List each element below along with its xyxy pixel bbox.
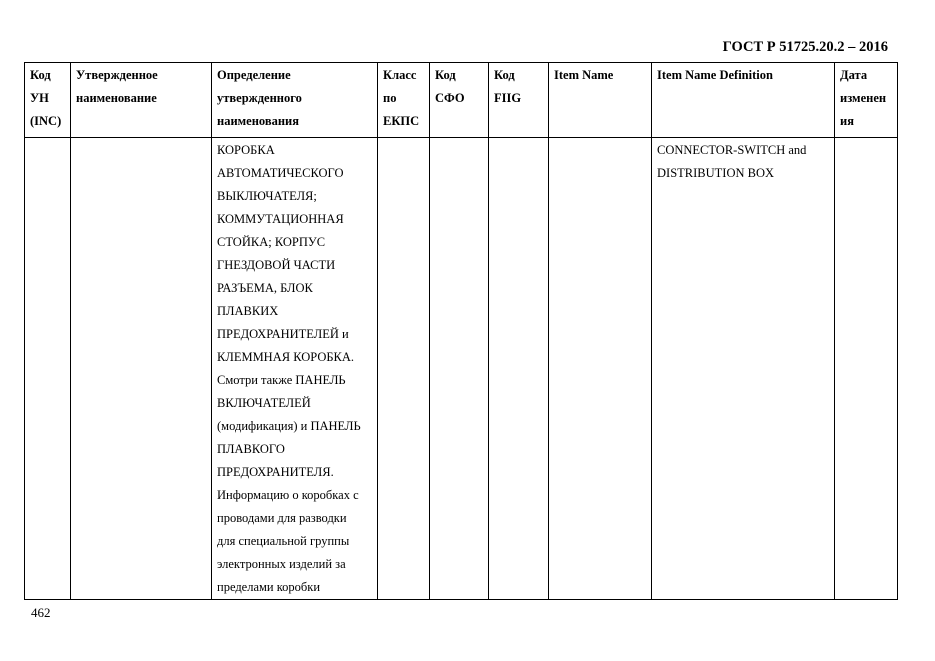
definition-line: АВТОМАТИЧЕСКОГО [217, 166, 344, 180]
header-line: Дата [840, 68, 868, 82]
cell-item-name-definition [652, 138, 835, 600]
header-line: Код [494, 68, 515, 82]
header-line: Item Name [554, 68, 614, 82]
definition-line: КОММУТАЦИОННАЯ [217, 212, 344, 226]
col-header-change-date [835, 63, 898, 138]
cell-inc [25, 138, 71, 600]
header-line: УН [30, 91, 49, 105]
cell-item-name [549, 138, 652, 600]
definition-line: (модификация) и ПАНЕЛЬ [217, 419, 361, 433]
header-line: Код [30, 68, 51, 82]
page-number: 462 [31, 605, 51, 620]
header-line: ЕКПС [383, 114, 420, 128]
header-line: изменен [840, 91, 887, 105]
col-header-item-name-definition [652, 63, 835, 138]
standard-designation: ГОСТ Р 51725.20.2 – 2016 [722, 39, 888, 55]
col-header-inc [25, 63, 71, 138]
definition-line: ГНЕЗДОВОЙ ЧАСТИ [217, 258, 336, 272]
definition-line: КОРОБКА [217, 143, 275, 157]
definition-line: ВЫКЛЮЧАТЕЛЯ; [217, 189, 317, 203]
cell-class [378, 138, 430, 600]
col-header-item-name [549, 63, 652, 138]
definition-line: ВКЛЮЧАТЕЛЕЙ [217, 396, 311, 410]
table-row [25, 138, 898, 600]
cell-approved-name [71, 138, 212, 600]
col-header-fiig [489, 63, 549, 138]
definition-line: электронных изделий за [217, 557, 346, 571]
header-line: утвержденного [217, 91, 302, 105]
nomenclature-table [24, 62, 898, 600]
cell-fiig [489, 138, 549, 600]
header-line: Item Name Definition [657, 68, 773, 82]
col-header-definition [212, 63, 378, 138]
definition-line: СТОЙКА; КОРПУС [217, 235, 326, 249]
header-line: наименования [217, 114, 300, 128]
definition-line: КЛЕММНАЯ КОРОБКА. [217, 350, 355, 364]
definition-line: Информацию о коробках с [217, 488, 359, 502]
table-header-row [25, 63, 898, 138]
definition-line: ПРЕДОХРАНИТЕЛЯ. [217, 465, 334, 479]
col-header-class [378, 63, 430, 138]
header-line: Класс [383, 68, 417, 82]
definition-line: ПЛАВКИХ [217, 304, 279, 318]
cell-definition [212, 138, 378, 600]
definition-line: ПЛАВКОГО [217, 442, 285, 456]
header-line: (INC) [30, 114, 62, 128]
item-definition-line: CONNECTOR-SWITCH and [657, 143, 807, 157]
cell-sfo [430, 138, 489, 600]
header-line: СФО [435, 91, 465, 105]
header-line: Утвержденное [76, 68, 158, 82]
definition-line: РАЗЪЕМА, БЛОК [217, 281, 313, 295]
header-line: наименование [76, 91, 157, 105]
header-line: ия [840, 114, 854, 128]
definition-line: для специальной группы [217, 534, 350, 548]
header-line: Код [435, 68, 456, 82]
definition-line: Смотри также ПАНЕЛЬ [217, 373, 346, 387]
col-header-sfo [430, 63, 489, 138]
cell-change-date [835, 138, 898, 600]
col-header-approved-name [71, 63, 212, 138]
definition-line: проводами для разводки [217, 511, 347, 525]
item-definition-line: DISTRIBUTION BOX [657, 166, 775, 180]
header-line: по [383, 91, 397, 105]
header-line: FIIG [494, 91, 522, 105]
definition-line: пределами коробки [217, 580, 321, 594]
definition-line: ПРЕДОХРАНИТЕЛЕЙ и [217, 327, 349, 341]
header-line: Определение [217, 68, 291, 82]
